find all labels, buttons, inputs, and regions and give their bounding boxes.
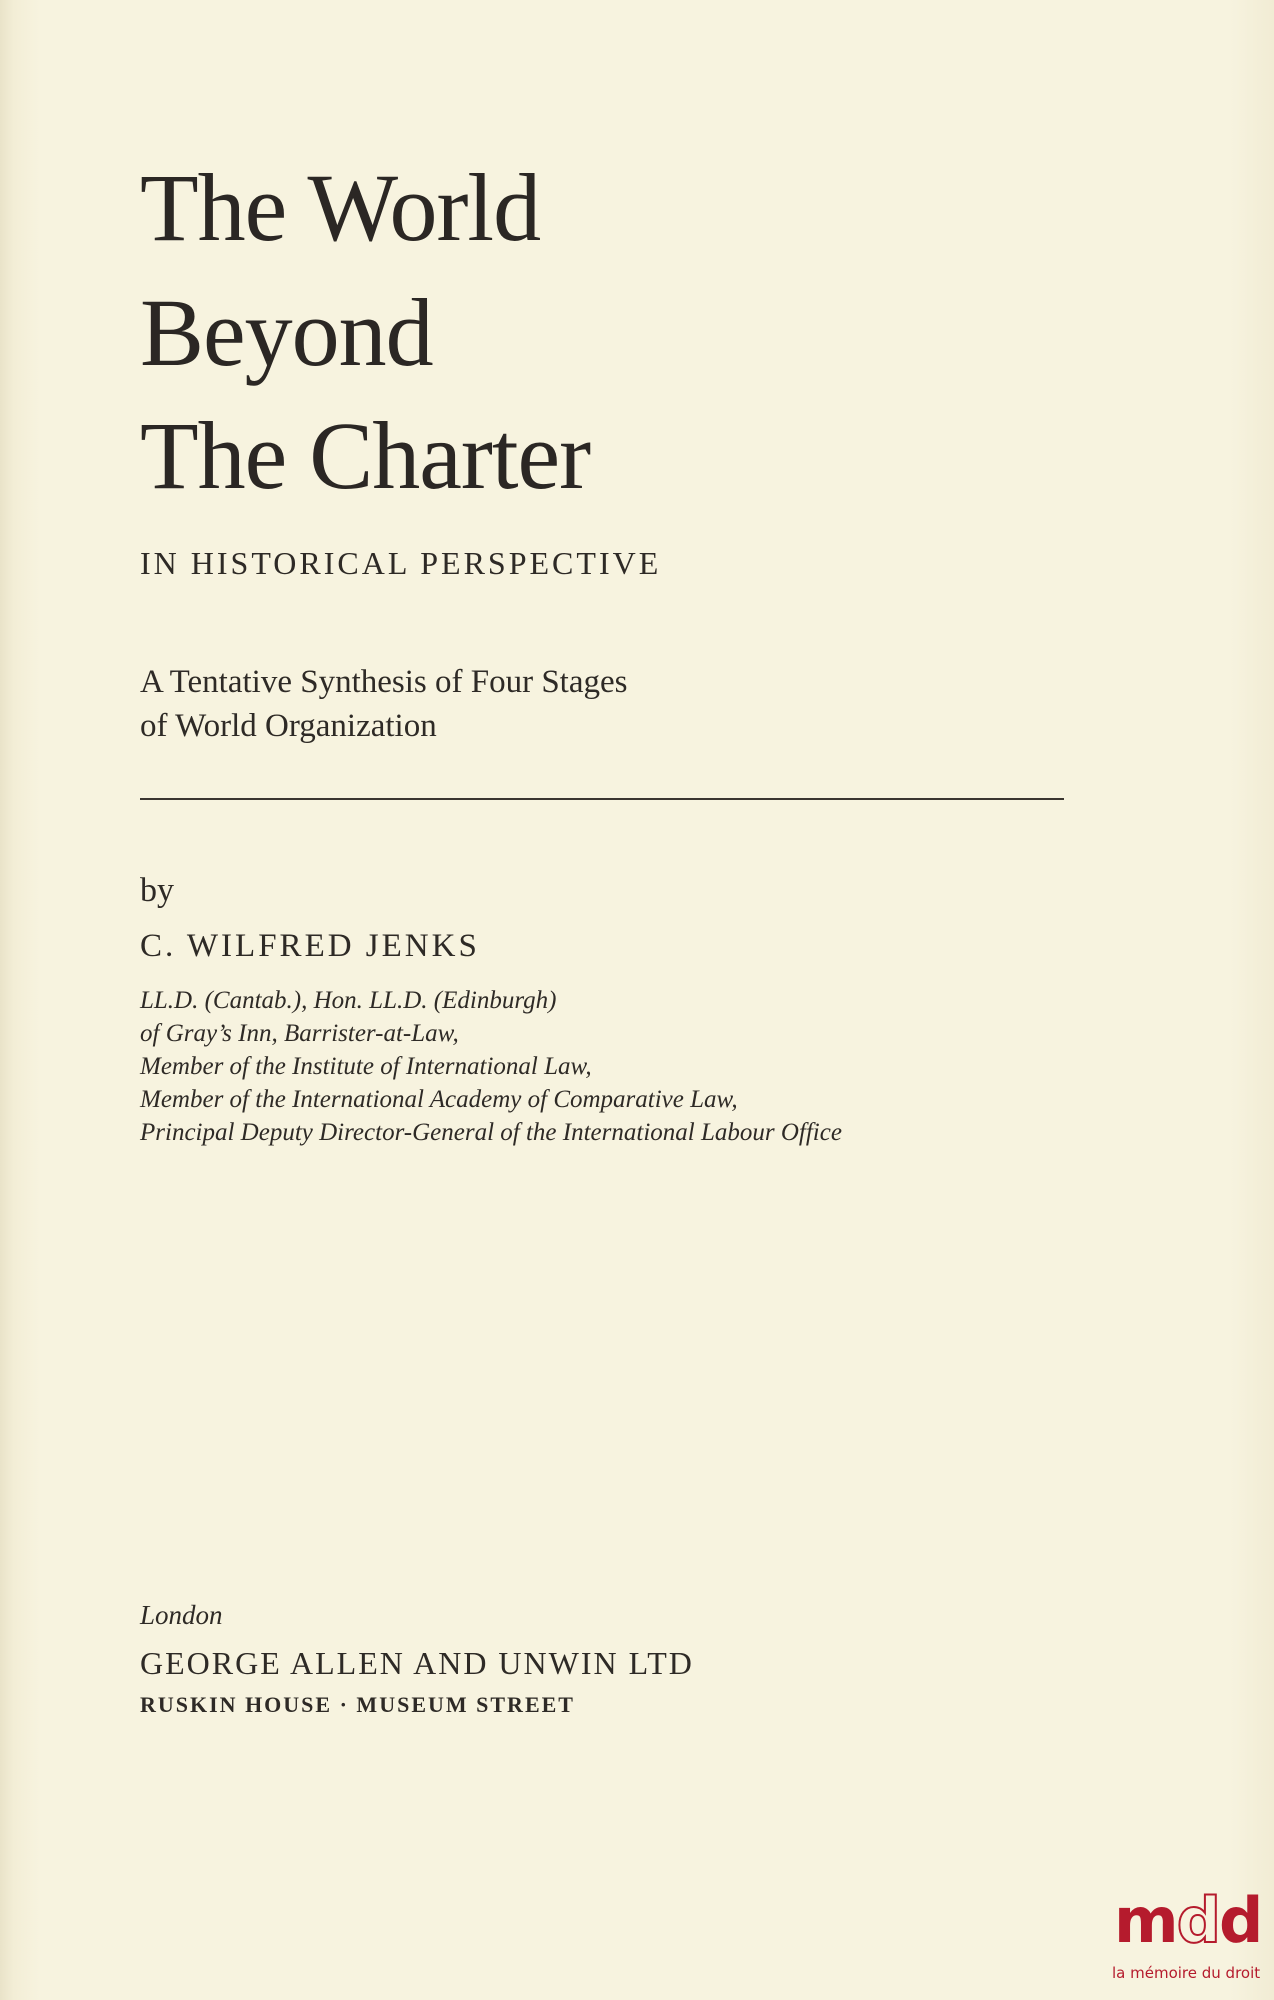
logo-tagline: la mémoire du droit [1112, 1964, 1261, 1982]
tagline-line-1: A Tentative Synthesis of Four Stages [140, 664, 628, 700]
author-credential: Member of the Institute of International Law, [140, 1053, 592, 1080]
imprint-city: London [140, 1600, 223, 1630]
author-name: C. WILFRED JENKS [140, 928, 480, 964]
logo-letter: d [1219, 1884, 1262, 1957]
book-title-line-3: The Charter [140, 402, 591, 509]
book-title-line-1: The World [140, 154, 541, 261]
author-credential: Principal Deputy Director-General of the International Labour Office [140, 1119, 842, 1146]
tagline-line-2: of World Organization [140, 708, 437, 744]
author-credential: of Gray’s Inn, Barrister-at-Law, [140, 1020, 459, 1047]
mdd-logo [1108, 1884, 1268, 1990]
by-label: by [140, 872, 174, 909]
logo-letter: d [1176, 1884, 1219, 1957]
author-credential: LL.D. (Cantab.), Hon. LL.D. (Edinburgh) [140, 987, 557, 1014]
mdd-logo-mark [1114, 1884, 1262, 1957]
logo-letter: m [1114, 1884, 1177, 1957]
author-credential: Member of the International Academy of Comparative Law, [140, 1086, 738, 1113]
book-title-line-2: Beyond [140, 279, 433, 386]
book-subtitle: IN HISTORICAL PERSPECTIVE [140, 545, 662, 581]
publisher-name: GEORGE ALLEN AND UNWIN LTD [140, 1645, 694, 1681]
publisher-address: RUSKIN HOUSE · MUSEUM STREET [140, 1692, 575, 1717]
horizontal-rule [140, 798, 1064, 800]
